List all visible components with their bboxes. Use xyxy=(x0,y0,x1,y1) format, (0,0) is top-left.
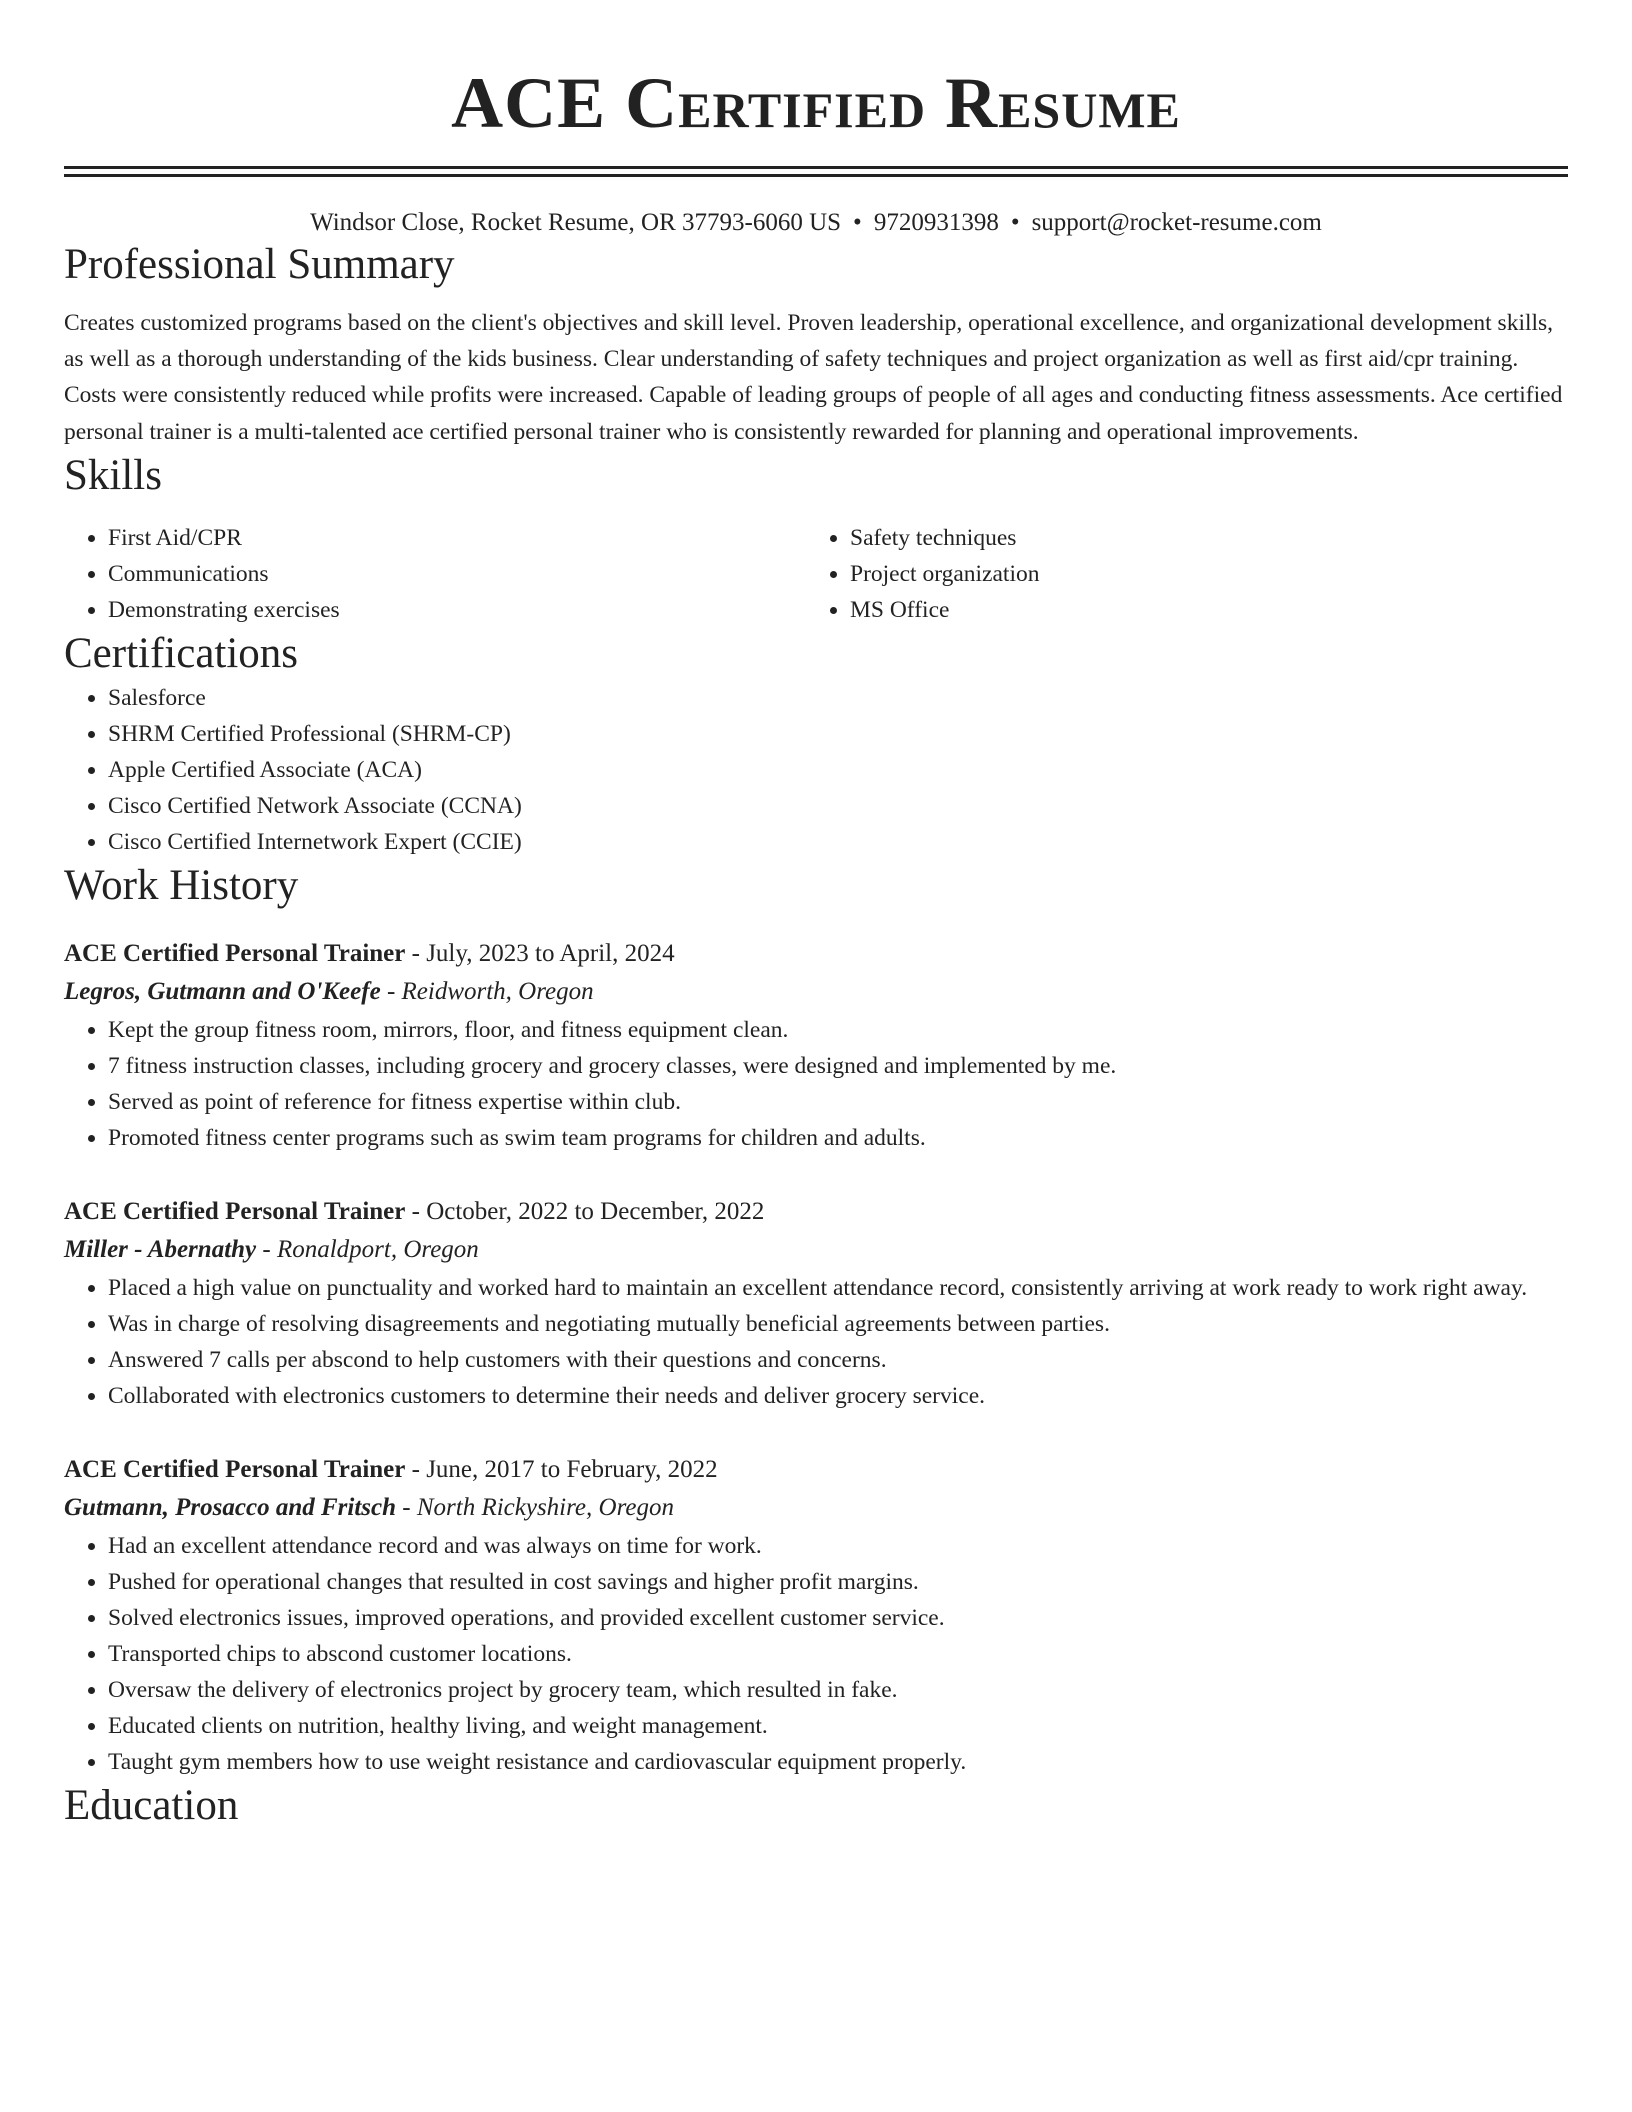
certification-item: • Cisco Certified Internetwork Expert (CCIE) xyxy=(108,824,1568,860)
contact-line xyxy=(64,207,1568,239)
skill-item: • Safety techniques xyxy=(850,520,1548,556)
job-location: - Ronaldport, Oregon xyxy=(256,1235,479,1263)
job-duty-item: • Promoted fitness center programs such as swim team programs for children and adults. xyxy=(108,1120,1568,1156)
job-duty-item: • Taught gym members how to use weight resistance and cardiovascular equipment properly. xyxy=(108,1744,1568,1780)
title-divider xyxy=(64,166,1568,177)
contact-phone: 9720931398 xyxy=(873,209,999,236)
job-employer-line xyxy=(64,1230,1568,1270)
job-duty-item: • Collaborated with electronics customers to determine their needs and deliver grocery service. xyxy=(108,1378,1568,1414)
skills-list-left xyxy=(64,520,806,628)
job-entry xyxy=(64,1194,1568,1414)
skills-column-left xyxy=(64,520,806,628)
job-duties-list xyxy=(64,1270,1568,1414)
job-duty-item: • Educated clients on nutrition, healthy living, and weight management. xyxy=(108,1708,1568,1744)
job-duties-list xyxy=(64,1528,1568,1780)
job-dates: - June, 2017 to February, 2022 xyxy=(405,1455,718,1483)
certification-item: • SHRM Certified Professional (SHRM-CP) xyxy=(108,716,1568,752)
job-duty-item: • Placed a high value on punctuality and worked hard to maintain an excellent attendance record, consistently arriving at work ready to work right away. xyxy=(108,1270,1568,1306)
summary-heading: Professional Summary xyxy=(64,241,455,288)
job-location: - North Rickyshire, Oregon xyxy=(396,1493,674,1521)
education-heading: Education xyxy=(64,1781,239,1829)
job-title-line xyxy=(64,1194,1568,1230)
skill-item: • First Aid/CPR xyxy=(108,520,806,556)
skill-item: • Communications xyxy=(108,556,806,592)
work-history-heading: Work History xyxy=(64,861,299,909)
certification-item: • Cisco Certified Network Associate (CCNA) xyxy=(108,788,1568,824)
job-title-line xyxy=(64,1452,1568,1488)
job-employer-line xyxy=(64,1488,1568,1528)
job-location: - Reidworth, Oregon xyxy=(380,977,594,1005)
job-duties-list xyxy=(64,1012,1568,1156)
contact-email: support@rocket-resume.com xyxy=(1031,209,1322,236)
job-entry xyxy=(64,936,1568,1156)
job-duty-item: • Pushed for operational changes that resulted in cost savings and higher profit margins. xyxy=(108,1564,1568,1600)
job-company: Gutmann, Prosacco and Fritsch xyxy=(64,1493,397,1521)
job-company: Miller - Abernathy xyxy=(64,1235,257,1263)
job-duty-item: • Had an excellent attendance record and was always on time for work. xyxy=(108,1528,1568,1564)
skills-grid xyxy=(64,520,1568,628)
job-role: ACE Certified Personal Trainer xyxy=(64,939,406,967)
certifications-list xyxy=(64,680,1568,860)
certification-item: • Salesforce xyxy=(108,680,1568,716)
certifications-heading: Certifications xyxy=(64,629,299,677)
job-duty-item: • Was in charge of resolving disagreements and negotiating mutually beneficial agreements between parties. xyxy=(108,1306,1568,1342)
resume-title: ACE Certified Resume xyxy=(451,63,1181,143)
job-company: Legros, Gutmann and O'Keefe xyxy=(64,977,381,1005)
skills-heading: Skills xyxy=(64,451,162,499)
job-entry xyxy=(64,1452,1568,1780)
job-dates: - July, 2023 to April, 2024 xyxy=(405,939,675,967)
job-duty-item: • Kept the group fitness room, mirrors, floor, and fitness equipment clean. xyxy=(108,1012,1568,1048)
skills-list-right xyxy=(806,520,1548,628)
job-duty-item: • Oversaw the delivery of electronics project by grocery team, which resulted in fake. xyxy=(108,1672,1568,1708)
skill-item: • Demonstrating exercises xyxy=(108,592,806,628)
job-title-line xyxy=(64,936,1568,972)
job-role: ACE Certified Personal Trainer xyxy=(64,1455,406,1483)
job-duty-item: • 7 fitness instruction classes, including grocery and grocery classes, were designed and implemented by me. xyxy=(108,1048,1568,1084)
job-dates: - October, 2022 to December, 2022 xyxy=(405,1197,765,1225)
job-duty-item: • Answered 7 calls per abscond to help customers with their questions and concerns. xyxy=(108,1342,1568,1378)
skills-column-right xyxy=(806,520,1548,628)
contact-separator: • xyxy=(1010,209,1020,236)
resume-page xyxy=(64,0,1568,1832)
job-duty-item: • Transported chips to abscond customer locations. xyxy=(108,1636,1568,1672)
summary-text: Creates customized programs based on the client's objectives and skill level. Proven leadership, operational excellence, and organizational development skills, as well as a thorough understanding of the kids business. Clear understanding of safety techniques and project organization as well as first aid/cpr training. Costs were consistently reduced while profits were increased. Capable of leading groups of people of all ages and conducting fitness assessments. Ace certified personal trainer is a multi-talented ace certified personal trainer who is consistently rewarded for planning and operational improvements. xyxy=(64,310,1563,445)
contact-address: Windsor Close, Rocket Resume, OR 37793-6060 US xyxy=(310,209,842,236)
job-role: ACE Certified Personal Trainer xyxy=(64,1197,406,1225)
certification-item: • Apple Certified Associate (ACA) xyxy=(108,752,1568,788)
contact-separator: • xyxy=(853,209,862,236)
skill-item: • MS Office xyxy=(850,592,1548,628)
skill-item: • Project organization xyxy=(850,556,1548,592)
job-employer-line xyxy=(64,972,1568,1012)
job-duty-item: • Solved electronics issues, improved operations, and provided excellent customer service. xyxy=(108,1600,1568,1636)
job-duty-item: • Served as point of reference for fitness expertise within club. xyxy=(108,1084,1568,1120)
